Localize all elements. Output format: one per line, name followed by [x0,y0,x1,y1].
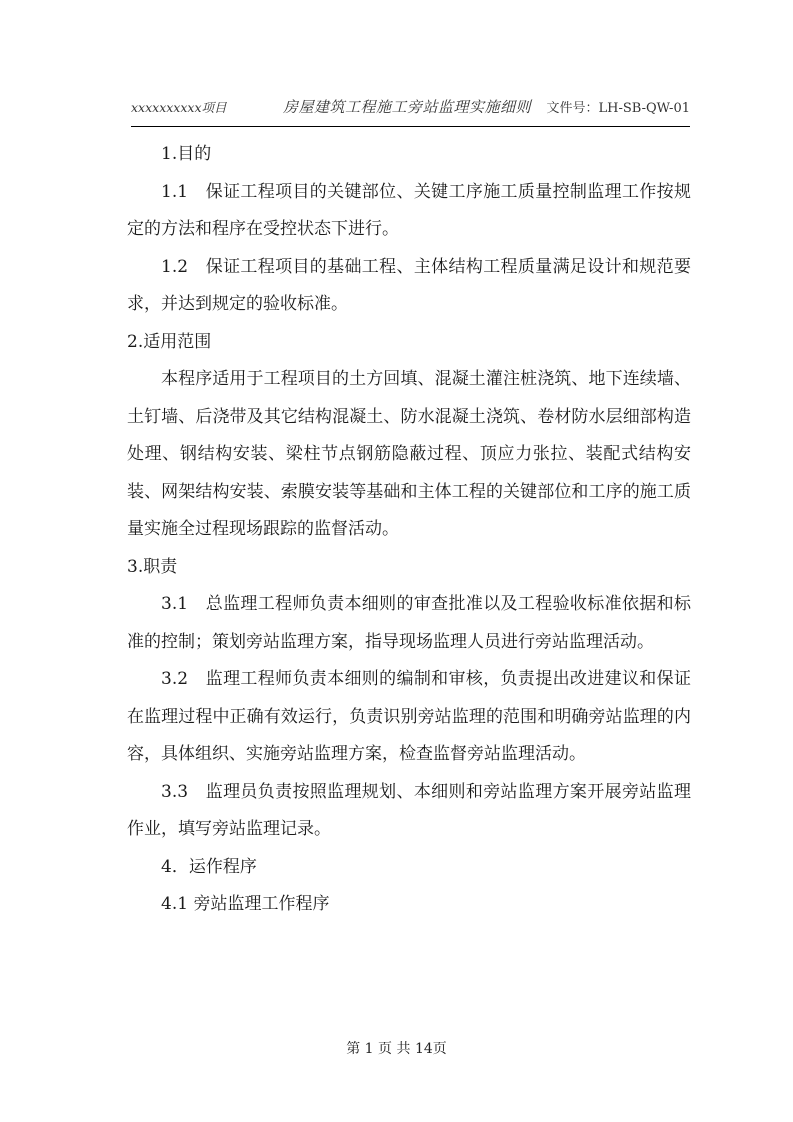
section-heading-procedure: 4．运作程序 [161,856,257,877]
header-document-title: 房屋建筑工程施工旁站监理实施细则 [283,98,532,116]
page-header [131,96,690,127]
paragraph-1-1: 1.1 保证工程项目的关键部位、关键工序施工质量控制监理工作按规定的方法和程序在受控状态下进行。 [127,181,691,239]
document-body [127,136,691,924]
paragraph-3-2: 3.2 监理工程师负责本细则的编制和审核，负责提出改进建议和保证在监理过程中正确有效运行，负责识别旁站监理的范围和明确旁站监理的内容，具体组织、实施旁站监理方案，检查监督旁站监理活动。 [127,669,691,764]
paragraph-3-3: 3.3 监理员负责按照监理规划、本细则和旁站监理方案开展旁站监理作业，填写旁站监理记录。 [127,781,691,839]
section-heading-scope: 2.适用范围 [127,331,212,352]
paragraph-1-2: 1.2 保证工程项目的基础工程、主体结构工程质量满足设计和规范要求，并达到规定的验收标准。 [127,256,691,314]
paragraph-3-1: 3.1 总监理工程师负责本细则的审查批准以及工程验收标准依据和标准的控制；策划旁站监理方案，指导现场监理人员进行旁站监理活动。 [127,594,691,652]
paragraph-scope: 本程序适用于工程项目的土方回填、混凝土灌注桩浇筑、地下连续墙、土钉墙、后浇带及其它结构混凝土、防水混凝土浇筑、卷材防水层细部构造处理、钢结构安装、梁柱节点钢筋隐蔽过程、顶应力张拉、装配式结构安装、网架结构安装、索膜安装等基础和主体工程的关键部位和工序的施工质量实施全过程现场跟踪的监督活动。 [127,369,691,539]
section-heading-responsibilities: 3.职责 [127,556,178,577]
page-footer: 第 1 页 共 14页 [346,1041,447,1057]
header-project-name: xxxxxxxxxx项目 [131,100,227,115]
subsection-heading-4-1: 4.1 旁站监理工作程序 [161,894,330,914]
section-heading-purpose: 1.目的 [161,144,212,164]
header-document-number: 文件号：LH-SB-QW-01 [546,101,690,116]
